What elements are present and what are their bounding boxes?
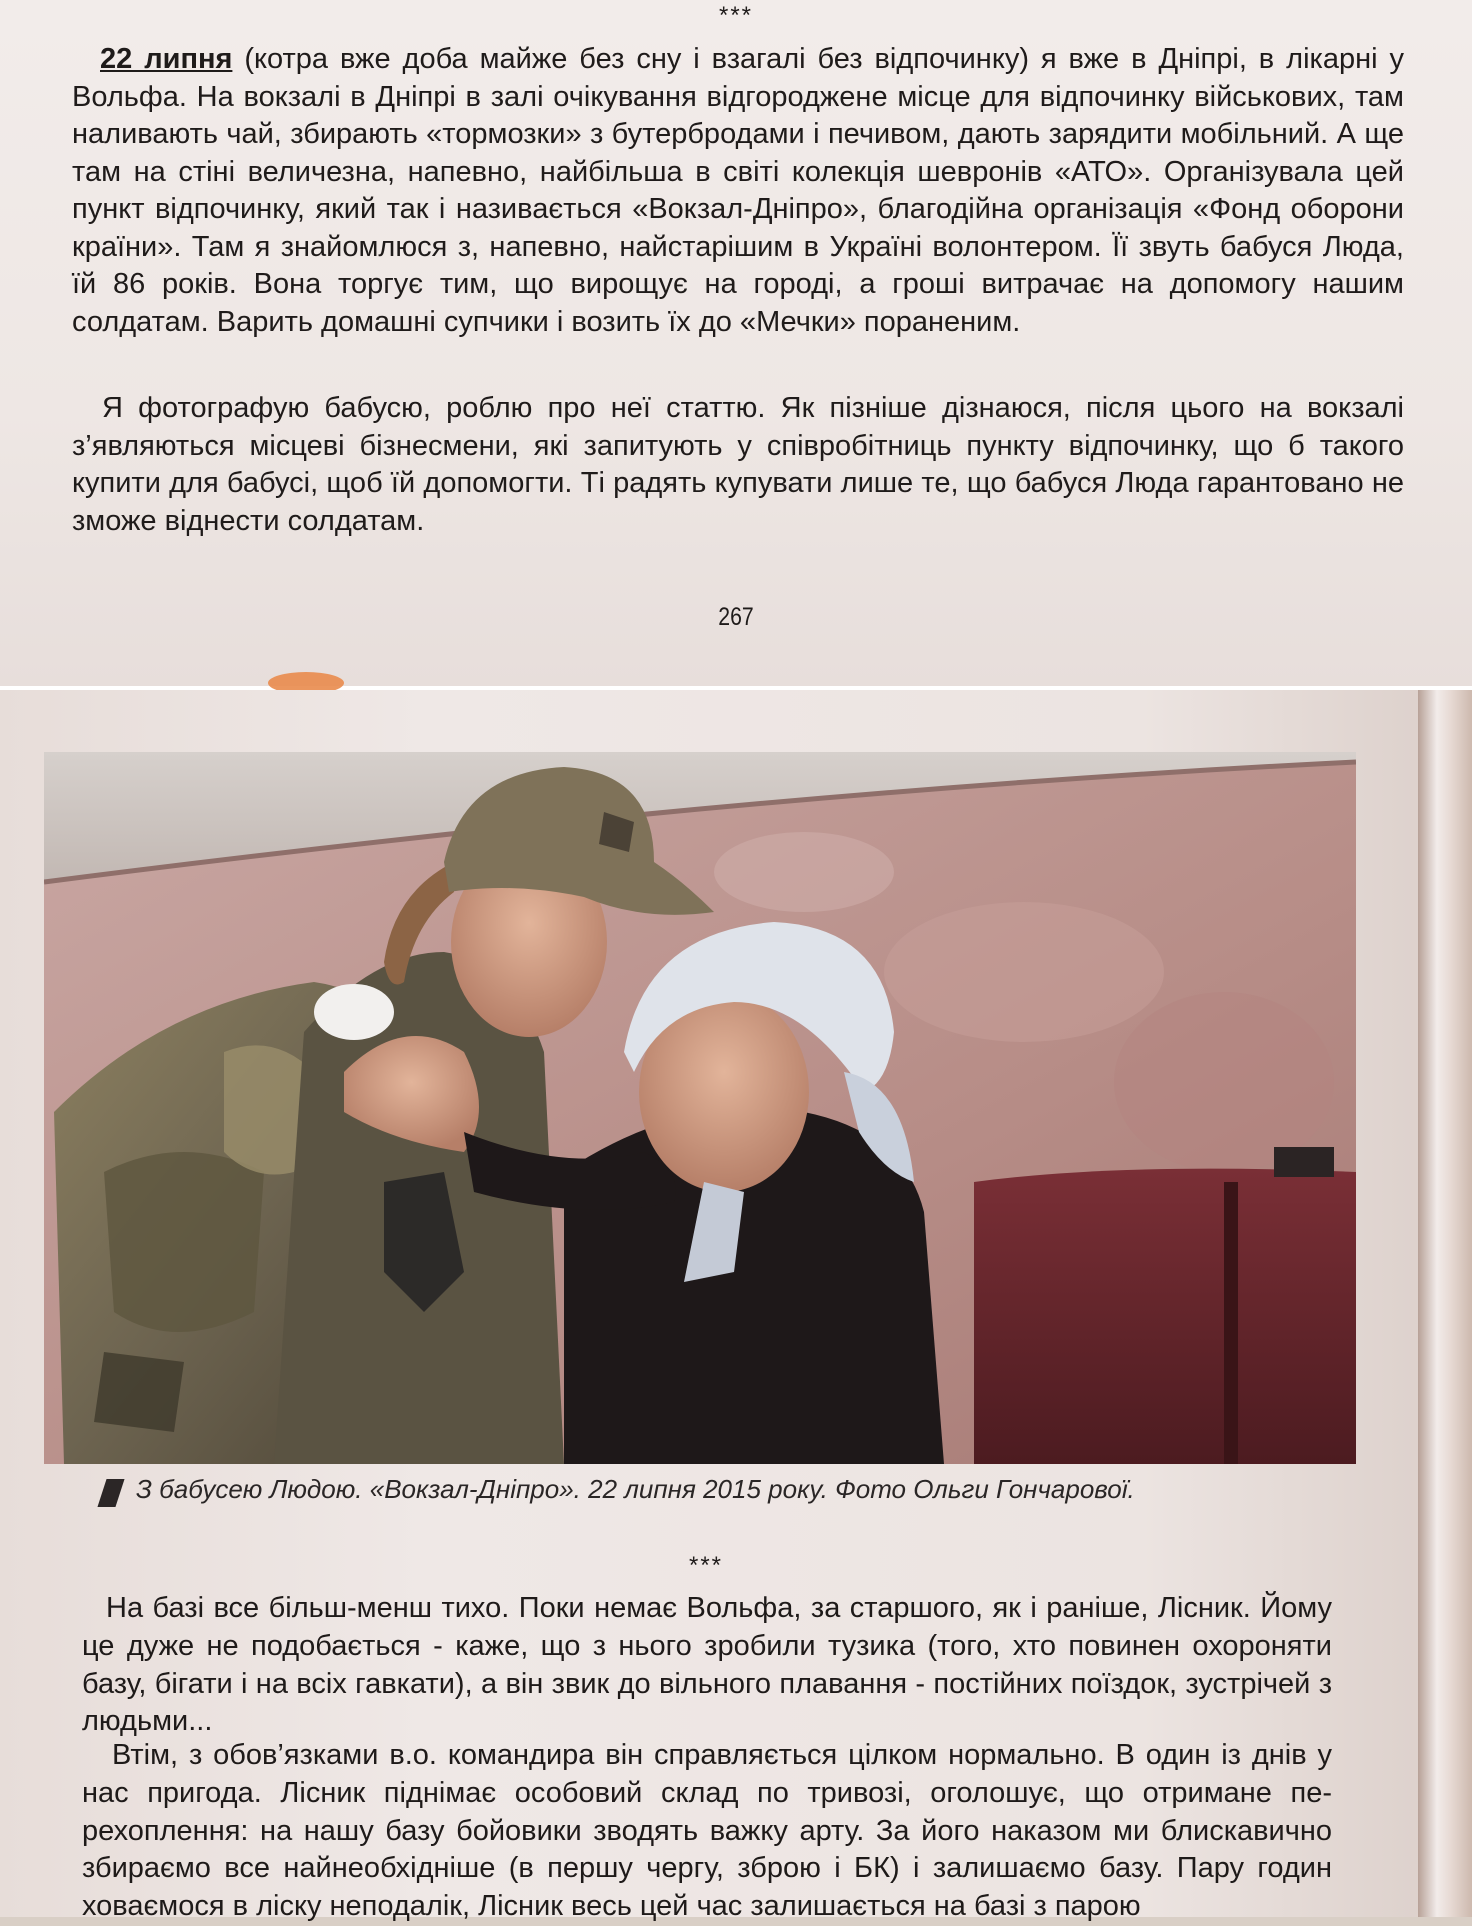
- photo-volunteer-and-grandmother: [44, 752, 1356, 1464]
- paragraph: [72, 41, 1404, 341]
- date-heading: 22 липня: [100, 43, 233, 75]
- section-separator: ***: [718, 2, 754, 29]
- paragraph: Втім, з обов’язками в.о. командира він справляється цілком нормально. В один із днів у нас пригода. Лісник піднімає особовий склад по тривозі, оголошує, що отримане перехоплення: на нашу базу бойовики зводять важку арту. За його наказом ми блискавично збираємо все найнеобхідніше (в першу чергу, зброю і БК) і залишаємо базу. Пару годин ховаємося в ліску неподалік, Лісник весь цей час залишається на базі з парою: [82, 1739, 1332, 1923]
- page-number: 267: [718, 603, 754, 631]
- paragraph-text: (котра вже доба майже без сну і взагалі без відпочинку) я вже в Дніпрі, в лікарні у Вольфа. На вокзалі в Дніпрі в залі очікування відгороджене місце для відпочинку військових, там наливають чай, збирають «тормозки» з бутербродами і печивом, дають зарядити мобільний. А ще там на стіні величезна, напевно, найбільша в світі колекція шевронів «АТО». Організувала цей пункт відпочинку, який так і називається «Вокзал-Дніпро», благодійна організація «Фонд оборони країни». Там я знайомлюся з, напевно, найстарішим в Україні волонтером. Її звуть бабуся Люда, їй 86 років. Вона торгує тим, що вирощує на городі, а гроші витрачає на допомогу нашим солдатам. Варить домашні супчики і возить їх до «Мечки» пораненим.: [72, 43, 1404, 338]
- paragraph: На базі все більш-менш тихо. Поки немає Вольфа, за старшого, як і раніше, Лісник. Йому це дуже не подобається - каже, що з нього зробили тузика (того, хто повинен охороняти базу, бігати і на всіх гавкати), а він звик до вільного плавання - постійних поїздок, зустрічей з людьми...: [82, 1592, 1332, 1738]
- section-separator: ***: [688, 1552, 724, 1579]
- paragraph: Я фотографую бабусю, роблю про неї статтю. Як пізніше дізнаюся, після цього на вокзалі з’являються місцеві бізнесмени, які запитують у співробітниць пункту відпочинку, що б такого купити для бабусі, щоб їй допомогти. Ті радять купувати лише те, що бабуся Люда гарантовано не зможе віднести солдатам.: [72, 392, 1404, 537]
- book-spine: [1418, 690, 1472, 1917]
- book-page-top: [0, 0, 1472, 686]
- caption-text: З бабусею Людою. «Вокзал-Дніпро». 22 липня 2015 року. Фото Ольги Гончарової.: [136, 1474, 1135, 1504]
